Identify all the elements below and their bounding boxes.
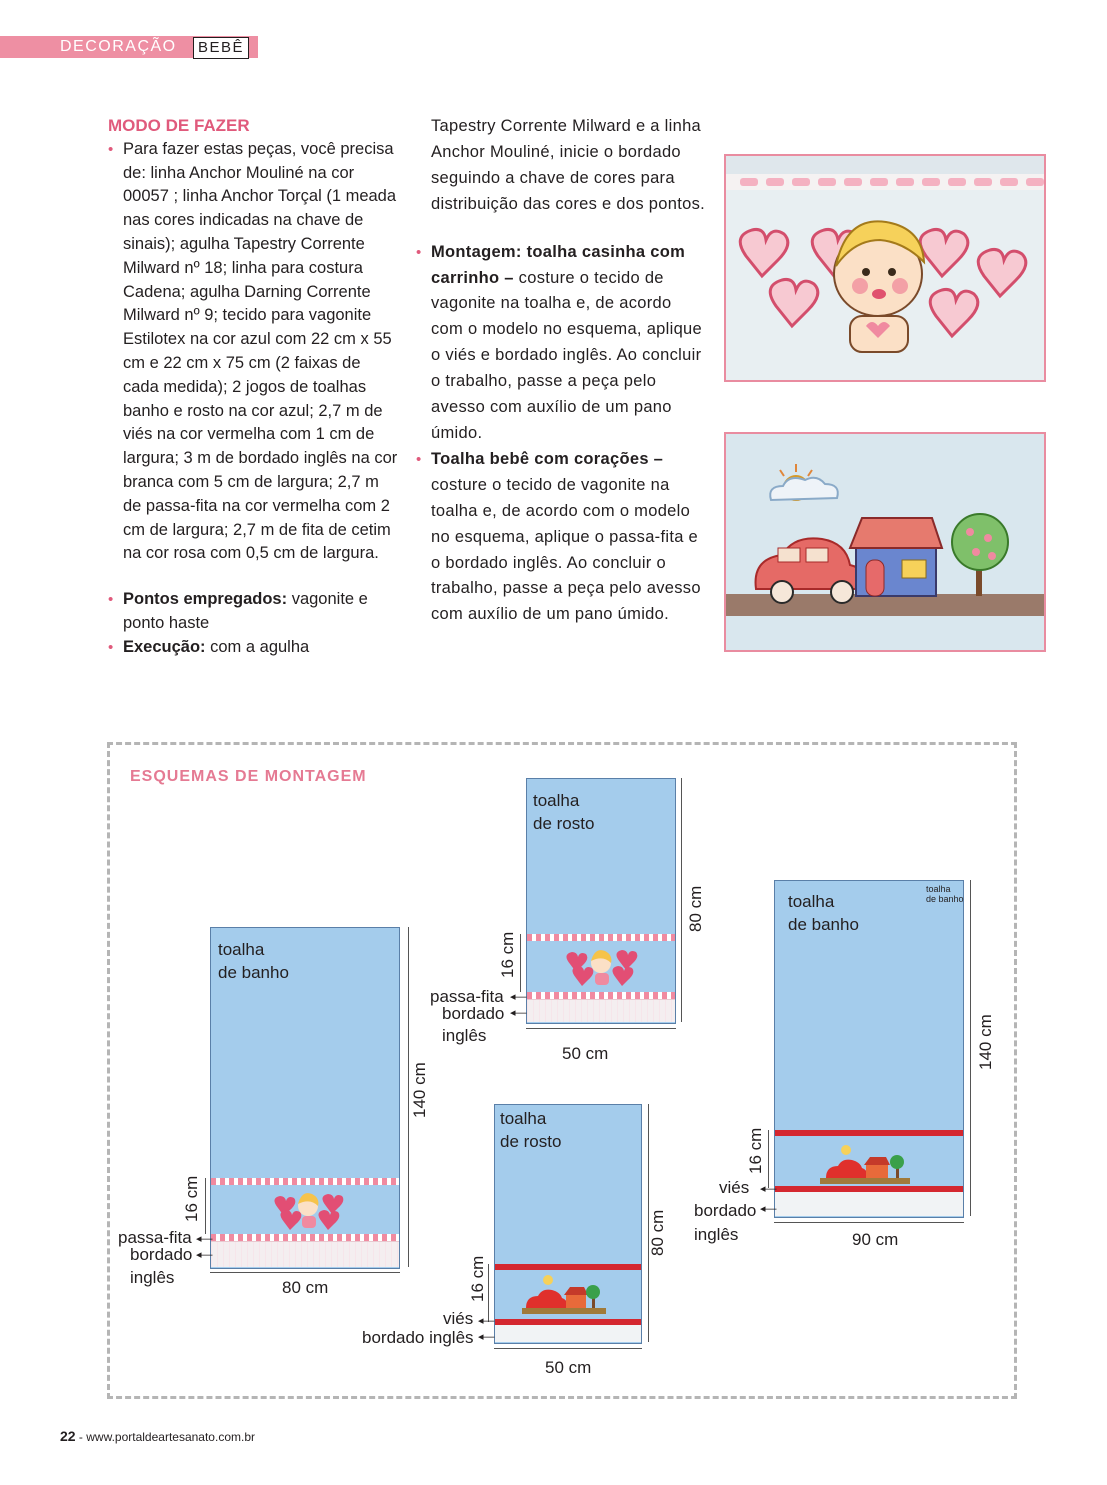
towel-label-2: de banho [218, 963, 289, 982]
towel-label-1: toalha [788, 892, 835, 911]
bordado-label: bordado [694, 1201, 757, 1220]
arrow-icon: ◂— [478, 1331, 495, 1343]
lace-band [495, 1325, 641, 1342]
vies-band-top [775, 1130, 963, 1136]
site-url: - www.portaldeartesanato.com.br [75, 1430, 255, 1444]
section-tag: BEBÊ [193, 37, 249, 59]
height-line [970, 880, 971, 1216]
arrow-icon: ◂— [196, 1249, 213, 1261]
montagem-coracoes-label: Toalha bebê com corações – [431, 449, 664, 468]
band-dim: 16 cm [182, 1175, 201, 1222]
photo-baby-hearts [724, 154, 1046, 382]
execucao-continued: Tapestry Corrente Milward e a linha Anchor Mouliné, inicie o bordado seguindo a chave de cores para distribuição das cores e dos pontos. [431, 117, 706, 213]
montagem-casinha-text: costure o tecido de vagonite na toalha e, de acordo com o modelo no esquema, aplique o viés e bordado inglês. Ao concluir o trabalho, passe a peça pelo avesso com auxílio de um pano úmido. [431, 268, 703, 442]
lace-band [211, 1241, 399, 1267]
arrow-icon: ◂— [760, 1203, 777, 1215]
passa-fita-band-top [211, 1178, 399, 1185]
lace-band [527, 999, 675, 1022]
passa-fita-label: passa-fita [118, 1228, 192, 1247]
baby-hearts-motif-icon [270, 1188, 350, 1232]
car-house-illustration [726, 434, 1044, 650]
width-line [774, 1222, 964, 1223]
montagem-casinha-label: Montagem: toalha casinha com carrinho – [431, 242, 686, 287]
ingles-label: inglês [442, 1026, 487, 1045]
band-line [205, 1178, 206, 1234]
page-number: 22 [60, 1428, 76, 1444]
vies-label: viés [443, 1309, 474, 1328]
car-house-motif-icon [522, 1272, 606, 1316]
height-dim: 80 cm [686, 885, 705, 932]
scheme-title: ESQUEMAS DE MONTAGEM [130, 768, 367, 785]
baby-hearts-illustration [726, 156, 1044, 380]
footer [60, 1428, 255, 1444]
band-dim: 16 cm [746, 1127, 765, 1174]
passa-fita-label: passa-fita [430, 987, 504, 1006]
bordado-label: bordado inglês [362, 1328, 474, 1347]
left-column [108, 114, 398, 660]
width-line [494, 1348, 642, 1349]
towel-label-2: de rosto [533, 814, 595, 833]
ingles-label: inglês [130, 1268, 175, 1287]
passa-fita-band-bottom [211, 1234, 399, 1241]
car-house-motif-icon [820, 1142, 910, 1186]
baby-hearts-motif-icon [564, 946, 640, 988]
tiny-label-2: de banho [926, 894, 964, 904]
towel-label-1: toalha [500, 1109, 547, 1128]
height-line [408, 927, 409, 1267]
execucao-label: Execução: [123, 637, 206, 656]
height-dim: 140 cm [976, 1014, 995, 1070]
band-line [488, 1264, 489, 1322]
band-dim: 16 cm [468, 1255, 487, 1302]
width-dim: 80 cm [282, 1278, 329, 1297]
height-line [681, 778, 682, 1022]
vies-label: viés [719, 1178, 750, 1197]
towel-label-1: toalha [533, 791, 580, 810]
tiny-label-1: toalha [926, 884, 951, 894]
width-dim: 50 cm [562, 1044, 609, 1063]
instructions-title: MODO DE FAZER [108, 116, 250, 135]
pontos-label: Pontos empregados: [123, 590, 288, 609]
arrow-icon: ◂— [478, 1315, 495, 1327]
width-dim: 90 cm [852, 1230, 899, 1249]
photo-car-house [724, 432, 1046, 652]
width-line [210, 1272, 400, 1273]
width-line [526, 1028, 676, 1029]
width-dim: 50 cm [545, 1358, 592, 1377]
materials-paragraph [108, 138, 398, 566]
band-line [520, 934, 521, 992]
right-column [416, 114, 708, 628]
arrow-icon: ◂— [196, 1233, 213, 1245]
height-dim: 80 cm [648, 1209, 667, 1256]
montagem-coracoes-text: costure o tecido de vagonite na toalha e, de acordo com o modelo no esquema, aplique o passa-fita e o bordado inglês. Ao concluir o trabalho, passe a peça pelo avesso com auxílio de um pano úmido. [431, 475, 701, 624]
arrow-icon: ◂— [510, 991, 527, 1003]
section-title: DECORAÇÃO [60, 38, 177, 55]
execucao-text: com a agulha [205, 637, 310, 656]
execucao-paragraph [108, 636, 398, 660]
towel-label-1: toalha [218, 940, 265, 959]
arrow-icon: ◂— [510, 1007, 527, 1019]
passa-fita-band-top [527, 934, 675, 941]
towel-label-2: de rosto [500, 1132, 562, 1151]
montagem-casinha-paragraph [416, 240, 708, 447]
band-line [768, 1130, 769, 1188]
pontos-paragraph [108, 588, 398, 636]
towel-label-2: de banho [788, 915, 859, 934]
vies-band-top [495, 1264, 641, 1270]
bordado-label: bordado [442, 1004, 505, 1023]
materials-text: Para fazer estas peças, você precisa de: linha Anchor Mouliné na cor 00057 ; linha Anchor Torçal (1 meada nas cores indicadas na chave de sinais); agulha Tapestry Corrente Milward nº 18; linha para costura Cadena; agulha Darning Corrente Milward nº 9; tecido para vagonite Estilotex na cor azul com 22 cm x 55 cm e 22 cm x 75 cm (2 faixas de cada medida); 2 jogos de toalhas banho e rosto na cor azul; 2,7 m de viés na cor vermelha com 1 cm de largura; 3 m de bordado inglês na cor branca com 5 cm de largura; 2,7 m de passa-fita na cor vermelha com 2 cm de largura; 2,7 m de fita de cetim na cor rosa com 0,5 cm de largura. [123, 139, 398, 563]
band-dim: 16 cm [498, 931, 517, 978]
ingles-label: inglês [694, 1225, 739, 1244]
height-dim: 140 cm [410, 1062, 429, 1118]
lace-band [775, 1192, 963, 1216]
bordado-label: bordado [130, 1245, 193, 1264]
passa-fita-band-bottom [527, 992, 675, 999]
arrow-icon: ◂— [760, 1183, 777, 1195]
montagem-coracoes-paragraph [416, 447, 708, 628]
pontos-text: vagonite e ponto haste [123, 590, 368, 632]
